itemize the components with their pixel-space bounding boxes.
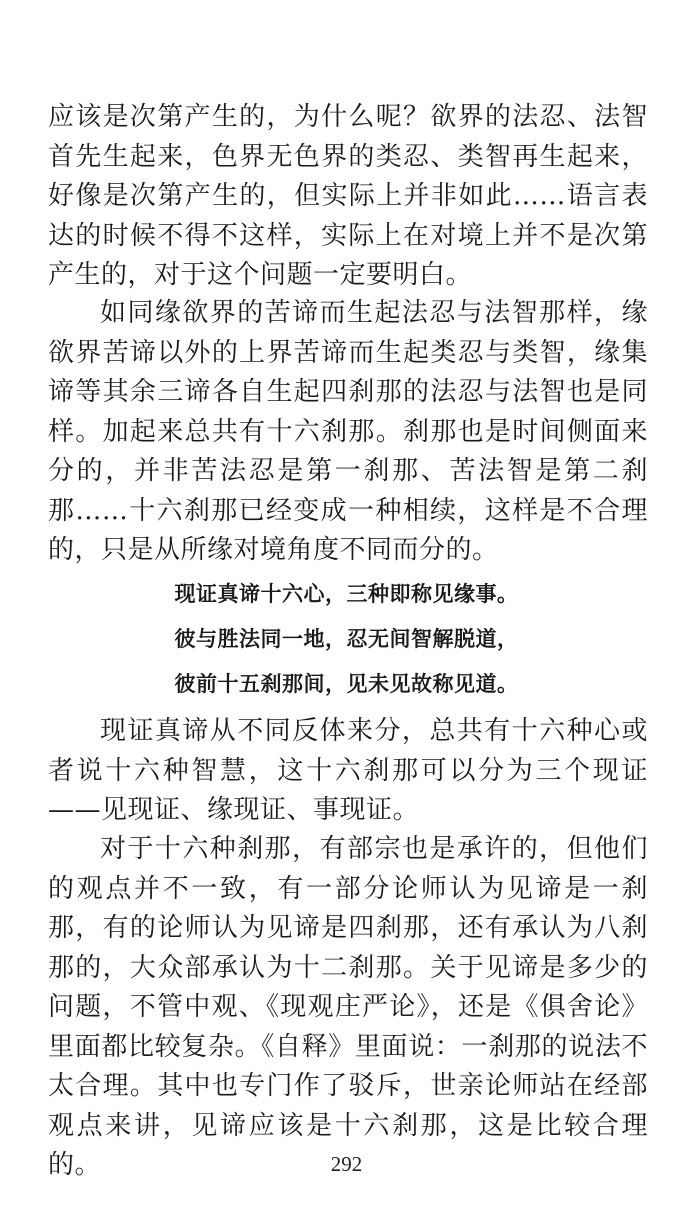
verse-line-1: 现证真谛十六心，三种即称见缘事。 (174, 581, 519, 606)
paragraph-sixteen-moments: 如同缘欲界的苦谛而生起法忍与法智那样，缘欲界苦谛以外的上界苦谛而生起类忍与类智，缘集谛等其余三谛各自生起四刹那的法忍与法智也是同样。加起来总共有十六刹那。刹那也是时间侧面来分的，并非苦法忍是第一刹那、苦法智是第二刹那……十六刹那已经变成一种相续，这样是不合理的，只是从所缘对境角度不同而分的。 (48, 298, 648, 565)
paragraph-school-views: 对于十六种刹那，有部宗也是承许的，但他们的观点并不一致，有一部分论师认为见谛是一刹那，有的论师认为见谛是四刹那，还有承认为八刹那的，大众部承认为十二刹那。关于见谛是多少的问题，不管中观、《现观庄严论》，还是《俱舍论》里面都比较复杂。《自释》里面说：一刹那的说法不太合理。其中也专门作了驳斥，世亲论师站在经部观点来讲，见谛应该是十六刹那，这是比较合理的。 (48, 834, 648, 1180)
paragraph-continuation: 应该是次第产生的，为什么呢？欲界的法忍、法智首先生起来，色界无色界的类忍、类智再生起来，好像是次第产生的，但实际上并非如此……语言表达的时候不得不这样，实际上在对境上并不是次第产生的，对于这个问题一定要明白。 (48, 102, 648, 290)
verse-line-3: 彼前十五刹那间，见未见故称见道。 (174, 671, 519, 696)
paragraph-three-realizations: 现证真谛从不同反体来分，总共有十六种心或者说十六种智慧，这十六刹那可以分为三个现证——见现证、缘现证、事现证。 (48, 716, 648, 825)
page-number: 292 (330, 1152, 363, 1176)
verse-line-2: 彼与胜法同一地，忍无间智解脱道， (174, 626, 519, 651)
